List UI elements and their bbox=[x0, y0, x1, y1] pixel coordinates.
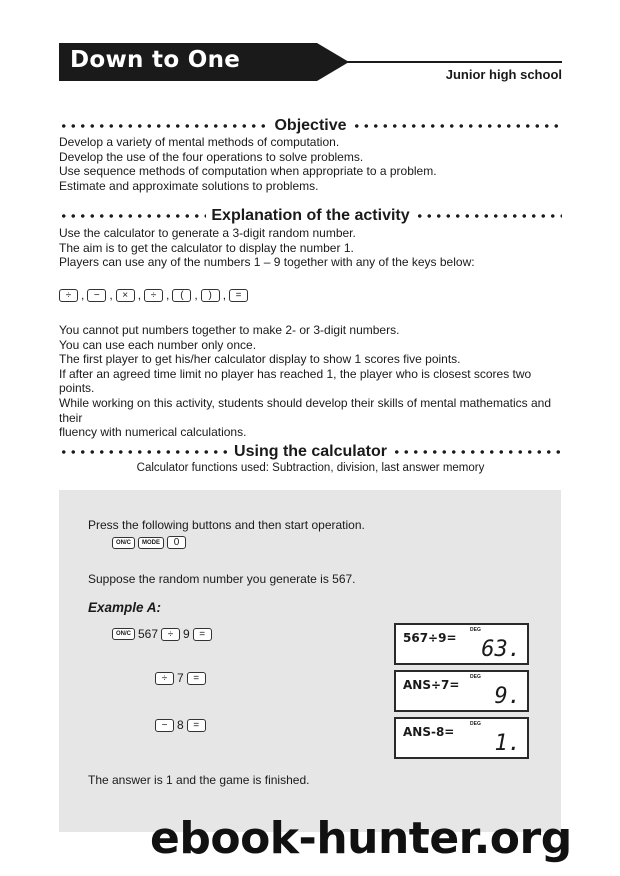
page-title: Down to One bbox=[70, 47, 241, 73]
example-step-3 bbox=[155, 718, 206, 732]
grade-level: Junior high school bbox=[445, 67, 562, 82]
deg-indicator: DEG bbox=[470, 627, 481, 633]
objective-line: Develop the use of the four operations to solve problems. bbox=[59, 149, 364, 164]
equals-key: = bbox=[193, 628, 212, 641]
step-number: 567 bbox=[138, 627, 159, 641]
example-step-1 bbox=[112, 627, 212, 641]
display-formula: ANS÷7= bbox=[403, 678, 460, 692]
open-paren-key: ( bbox=[172, 289, 191, 302]
start-keys bbox=[112, 536, 186, 549]
objective-line: Estimate and approximate solutions to problems. bbox=[59, 178, 319, 193]
step-number: 9 bbox=[183, 627, 190, 641]
key-separator: , bbox=[109, 288, 113, 302]
divide-key: ÷ bbox=[161, 628, 180, 641]
teacher-note bbox=[59, 396, 564, 440]
key-separator: , bbox=[166, 288, 170, 302]
display-result: 1. bbox=[494, 731, 521, 756]
display-result: 63. bbox=[481, 637, 521, 662]
calculator-display bbox=[394, 717, 529, 759]
rules-list bbox=[59, 323, 564, 396]
display-result: 9. bbox=[494, 684, 521, 709]
rule-line: The first player to get his/her calculator display to show 1 scores five points. bbox=[59, 352, 461, 366]
calculator-display bbox=[394, 623, 529, 665]
objective-list bbox=[59, 135, 564, 193]
example-step-2 bbox=[155, 671, 206, 685]
display-formula: 567÷9= bbox=[403, 631, 457, 645]
note-line: While working on this activity, students should develop their skills of mental mathematics and their bbox=[59, 396, 552, 425]
zero-key: 0 bbox=[167, 536, 186, 549]
dot-leader bbox=[392, 450, 562, 454]
deg-indicator: DEG bbox=[470, 674, 481, 680]
calculator-panel bbox=[59, 490, 561, 832]
dot-leader bbox=[59, 450, 229, 454]
explanation-heading bbox=[59, 206, 562, 226]
explanation-heading-label: Explanation of the activity bbox=[211, 207, 410, 224]
key-separator: , bbox=[222, 288, 227, 302]
calculator-heading bbox=[59, 442, 562, 462]
key-separator: , bbox=[81, 288, 85, 302]
title-rule bbox=[340, 61, 562, 63]
explanation-line: Use the calculator to generate a 3-digit random number. bbox=[59, 226, 356, 240]
calculator-heading-label: Using the calculator bbox=[234, 443, 387, 460]
divide-key: ÷ bbox=[155, 672, 174, 685]
step-number: 8 bbox=[177, 718, 184, 732]
step-number: 7 bbox=[177, 671, 184, 685]
example-title: Example A: bbox=[88, 600, 162, 615]
dot-leader bbox=[59, 124, 269, 128]
note-line: fluency with numerical calculations. bbox=[59, 425, 247, 439]
conclusion-text: The answer is 1 and the game is finished. bbox=[88, 773, 310, 787]
minus-key: − bbox=[155, 719, 174, 732]
dot-leader bbox=[352, 124, 562, 128]
instruction-text: Press the following buttons and then start operation. bbox=[88, 518, 365, 532]
calculator-subtitle: Calculator functions used: Subtraction, division, last answer memory bbox=[136, 462, 485, 474]
display-formula: ANS-8= bbox=[403, 725, 455, 739]
suppose-text: Suppose the random number you generate is 567. bbox=[88, 572, 356, 586]
rule-line: If after an agreed time limit no player has reached 1, the player who is closest scores two points. bbox=[59, 366, 532, 395]
divide-key: ÷ bbox=[144, 289, 163, 302]
divide-key: ÷ bbox=[59, 289, 78, 302]
key-separator: , bbox=[137, 288, 142, 302]
key-separator: , bbox=[194, 288, 198, 302]
on-clear-key: ON/C bbox=[112, 537, 135, 549]
dot-leader bbox=[59, 214, 206, 218]
objective-line: Develop a variety of mental methods of computation. bbox=[59, 135, 340, 149]
mode-key: MODE bbox=[138, 537, 164, 549]
on-clear-key: ON/C bbox=[112, 628, 135, 640]
dot-leader bbox=[415, 214, 562, 218]
objective-heading-label: Objective bbox=[274, 117, 347, 134]
watermark: ebook-hunter.org bbox=[150, 813, 572, 864]
close-paren-key: ) bbox=[201, 289, 220, 302]
equals-key: = bbox=[187, 672, 206, 685]
explanation-line: The aim is to get the calculator to display the number 1. bbox=[59, 240, 354, 255]
explanation-intro bbox=[59, 226, 564, 270]
explanation-line: Players can use any of the numbers 1 – 9 together with any of the keys below: bbox=[59, 255, 475, 269]
objective-line: Use sequence methods of computation when appropriate to a problem. bbox=[59, 164, 437, 178]
rule-line: You cannot put numbers together to make 2- or 3-digit numbers. bbox=[59, 323, 400, 337]
equals-key: = bbox=[229, 289, 248, 302]
multiply-key: × bbox=[116, 289, 135, 302]
title-banner bbox=[59, 43, 349, 81]
equals-key: = bbox=[187, 719, 206, 732]
calculator-display bbox=[394, 670, 529, 712]
rule-line: You can use each number only once. bbox=[59, 337, 257, 352]
objective-heading bbox=[59, 116, 562, 136]
deg-indicator: DEG bbox=[470, 721, 481, 727]
allowed-keys bbox=[59, 288, 248, 302]
minus-key: − bbox=[87, 289, 106, 302]
